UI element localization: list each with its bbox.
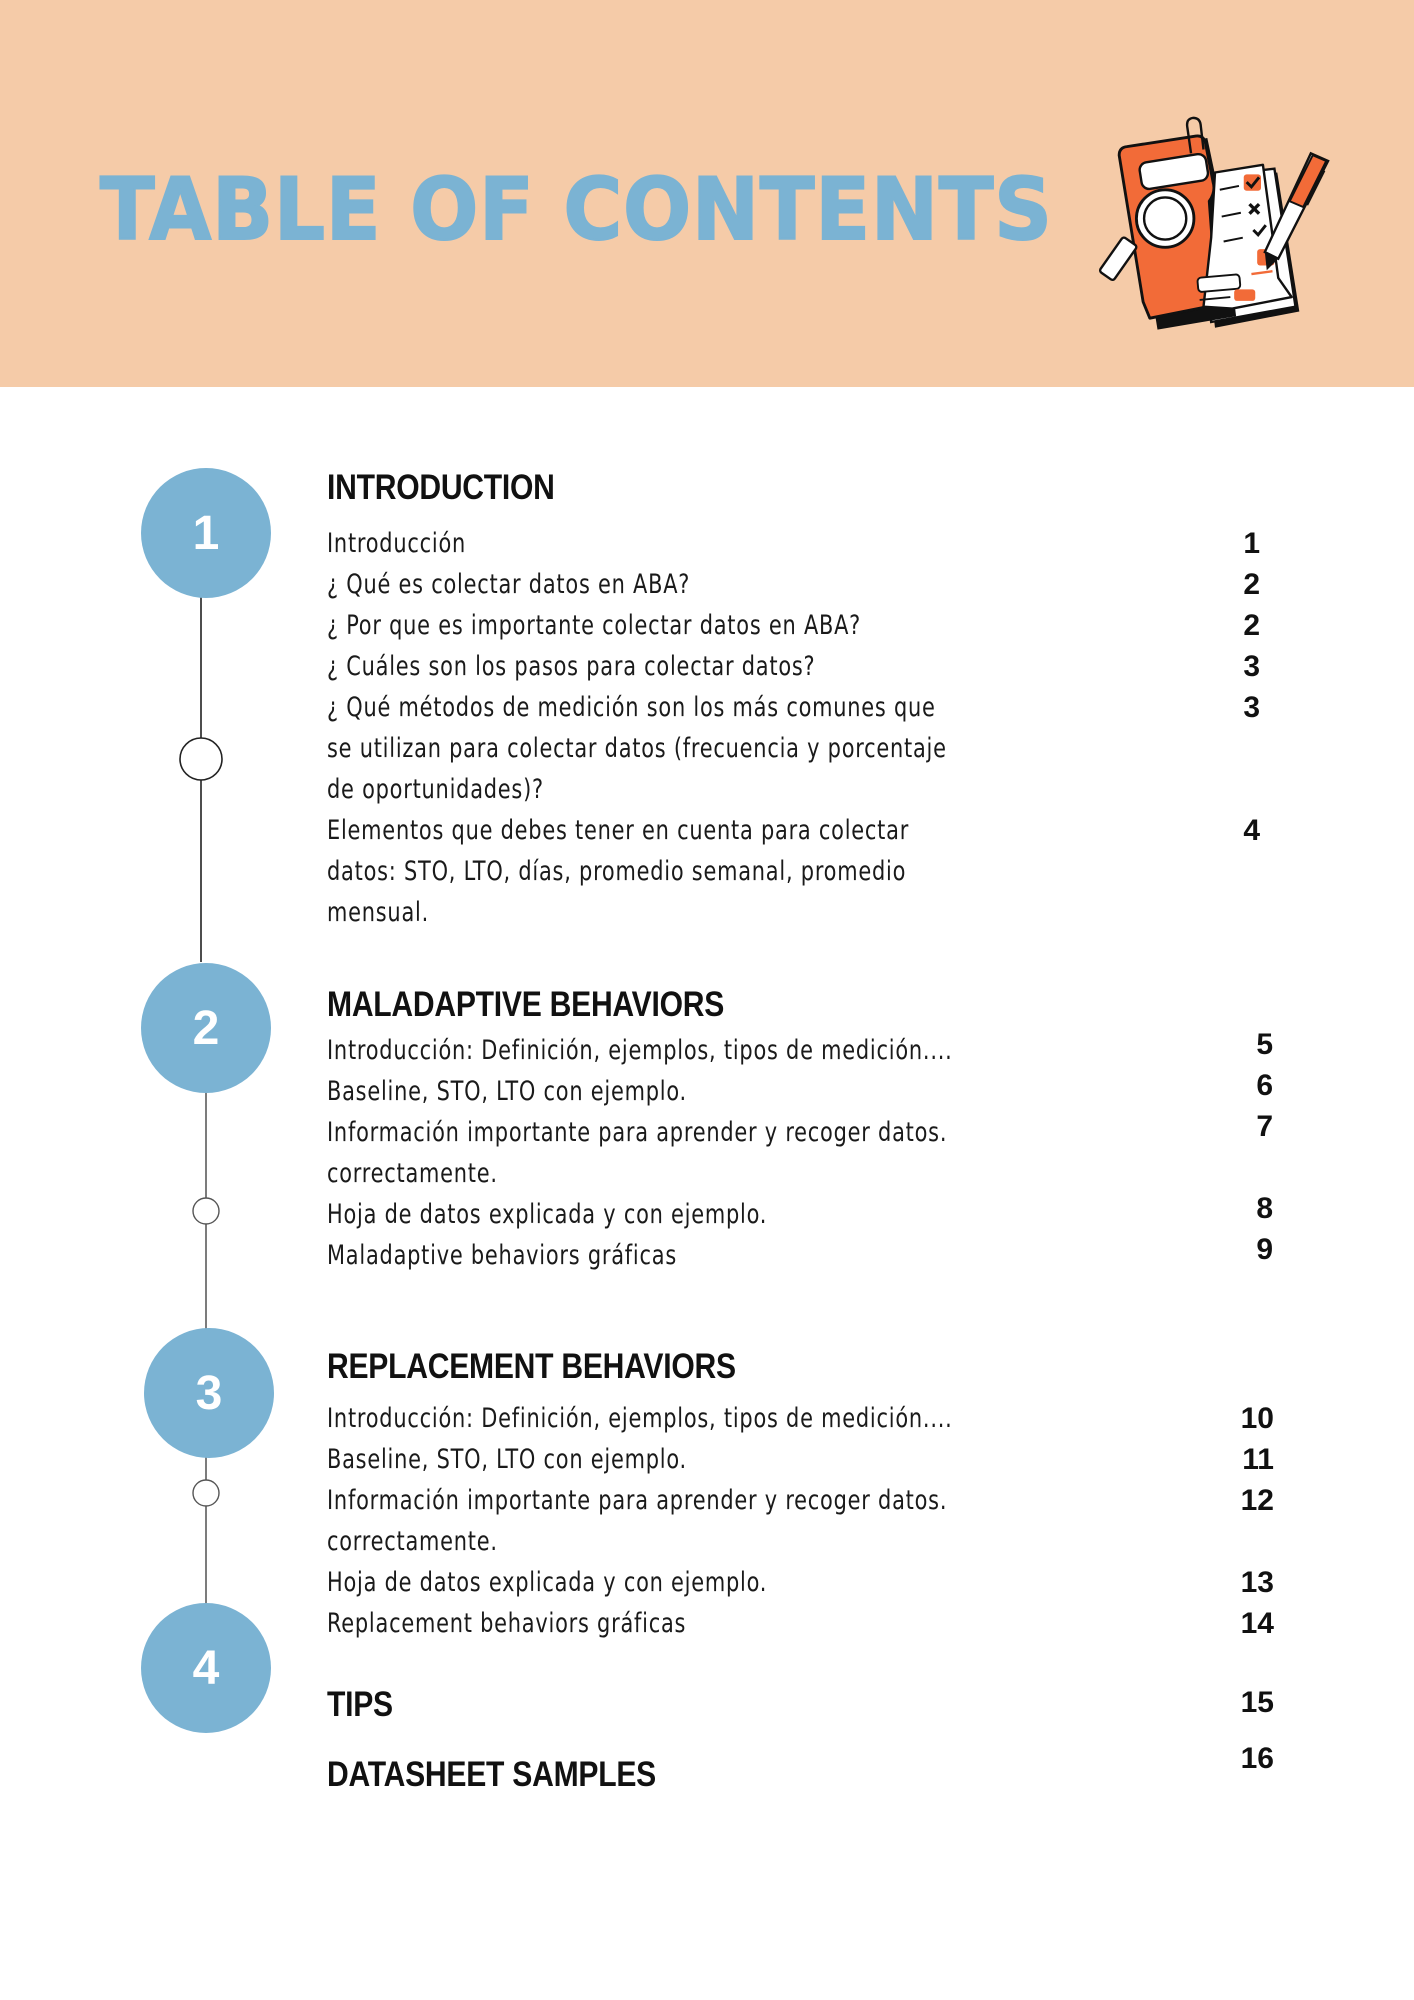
entry-page-number: 2 — [1243, 568, 1260, 601]
toc-entry[interactable] — [327, 1398, 1287, 1439]
entry-page-number: 5 — [1256, 1028, 1273, 1061]
entry-title: Replacement behaviors gráficas — [327, 1608, 687, 1639]
section-heading[interactable]: MALADAPTIVE BEHAVIORS — [327, 985, 725, 1024]
section-heading[interactable]: INTRODUCTION — [327, 468, 555, 507]
section-heading: TIPS — [327, 1685, 393, 1724]
entry-page-number: 7 — [1256, 1110, 1273, 1143]
toc-entry[interactable] — [327, 1603, 1287, 1644]
timeline-ring-3 — [193, 1480, 219, 1506]
section-marker-2: 2 — [141, 963, 271, 1093]
section-marker-1: 1 — [141, 468, 271, 598]
page-title: TABLE OF CONTENTS — [100, 160, 1053, 260]
timeline-ring-2 — [193, 1198, 219, 1224]
entry-title: Maladaptive behaviors gráficas — [327, 1240, 678, 1271]
entry-title: Hoja de datos explicada y con ejemplo. — [327, 1199, 768, 1230]
section-marker-3: 3 — [144, 1328, 274, 1458]
entry-page-number: 10 — [1240, 1402, 1274, 1435]
entry-title: Información importante para aprender y recoger datos. correctamente. — [327, 1485, 948, 1557]
toc-entry-datasheet-samples[interactable] — [327, 1742, 1287, 1805]
entry-title: Baseline, STO, LTO con ejemplo. — [327, 1076, 687, 1107]
entry-title: ¿ Qué métodos de medición son los más comunes que se utilizan para colectar datos (frecuencia y porcentaje de oportunidades)? — [327, 692, 947, 805]
entry-page-number: 4 — [1243, 814, 1260, 847]
entry-page-number: 6 — [1256, 1069, 1273, 1102]
toc-entry[interactable] — [327, 1235, 1287, 1276]
toc-entry[interactable] — [327, 564, 1287, 605]
entry-title: Hoja de datos explicada y con ejemplo. — [327, 1567, 768, 1598]
section-heading: DATASHEET SAMPLES — [327, 1755, 656, 1794]
entry-title: Información importante para aprender y recoger datos. correctamente. — [327, 1117, 948, 1189]
entry-title: ¿ Qué es colectar datos en ABA? — [327, 569, 691, 600]
entry-title: Introducción: Definición, ejemplos, tipos de medición.... — [327, 1403, 953, 1434]
toc-entry[interactable] — [327, 1112, 1287, 1194]
entry-list — [327, 1030, 1287, 1276]
entry-list — [327, 523, 1287, 933]
entry-page-number: 15 — [1240, 1686, 1274, 1719]
timeline-ring-1 — [180, 738, 222, 780]
section-heading[interactable]: REPLACEMENT BEHAVIORS — [327, 1347, 736, 1386]
toc-entry[interactable] — [327, 1562, 1287, 1603]
section-marker-4: 4 — [141, 1603, 271, 1733]
toc-entry-tips[interactable] — [327, 1685, 1287, 1735]
toc-entry[interactable] — [327, 605, 1287, 646]
entry-title: Elementos que debes tener en cuenta para colectar datos: STO, LTO, días, promedio semanal, promedio mensual. — [327, 815, 910, 928]
toc-entry[interactable] — [327, 1194, 1287, 1235]
entry-page-number: 1 — [1243, 527, 1260, 560]
toc-entry[interactable] — [327, 1439, 1287, 1480]
entry-title: Introducción: Definición, ejemplos, tipos de medición.... — [327, 1035, 953, 1066]
toc-entry[interactable] — [327, 810, 1287, 933]
entry-page-number: 9 — [1256, 1233, 1273, 1266]
entry-title: ¿ Cuáles son los pasos para colectar datos? — [327, 651, 816, 682]
entry-page-number: 8 — [1256, 1192, 1273, 1225]
toc-entry[interactable] — [327, 1030, 1287, 1071]
entry-page-number: 3 — [1243, 691, 1260, 724]
toc-entry[interactable] — [327, 523, 1287, 564]
entry-title: ¿ Por que es importante colectar datos en ABA? — [327, 610, 862, 641]
entry-title: Baseline, STO, LTO con ejemplo. — [327, 1444, 687, 1475]
toc-entry[interactable] — [327, 646, 1287, 687]
entry-page-number: 13 — [1240, 1566, 1274, 1599]
entry-page-number: 3 — [1243, 650, 1260, 683]
entry-page-number: 16 — [1240, 1742, 1274, 1775]
entry-title: Introducción — [327, 528, 467, 559]
entry-page-number: 14 — [1240, 1607, 1274, 1640]
clipboard-checklist-icon — [1090, 115, 1340, 345]
entry-page-number: 2 — [1243, 609, 1260, 642]
toc-entry[interactable] — [327, 1480, 1287, 1562]
entry-page-number: 11 — [1242, 1443, 1274, 1476]
entry-page-number: 12 — [1240, 1484, 1274, 1517]
toc-entry[interactable] — [327, 687, 1287, 810]
entry-list — [327, 1398, 1287, 1644]
toc-entry[interactable] — [327, 1071, 1287, 1112]
timeline-connector — [0, 0, 320, 1800]
